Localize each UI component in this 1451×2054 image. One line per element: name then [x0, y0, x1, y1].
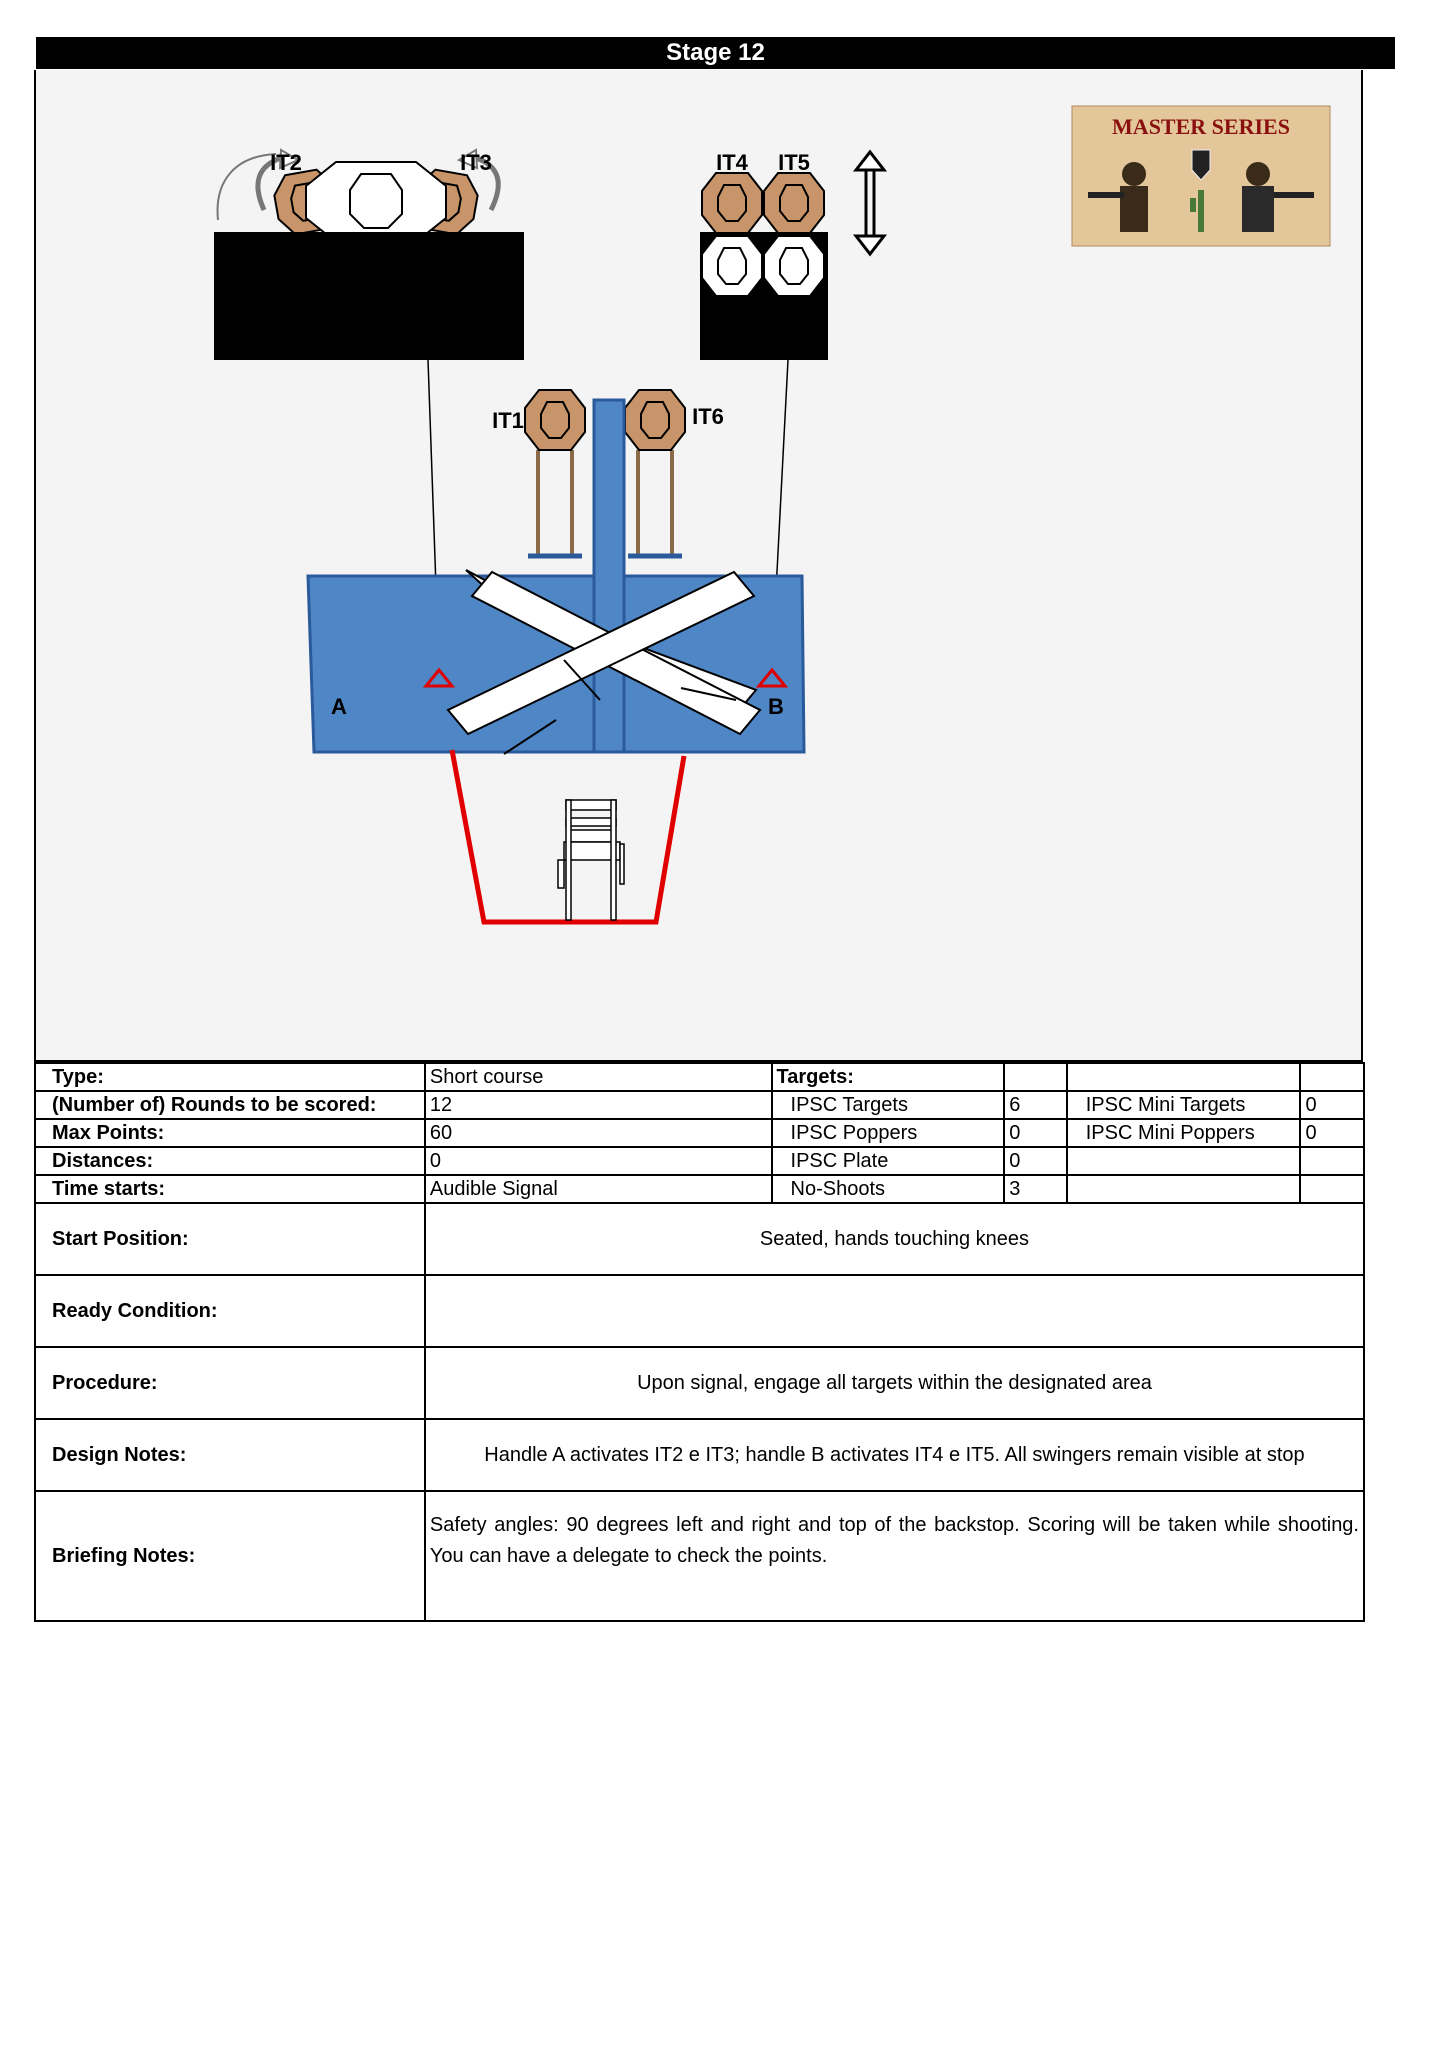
ipsc-mini-poppers-label: IPSC Mini Poppers — [1067, 1119, 1301, 1147]
ipsc-plate-label: IPSC Plate — [772, 1147, 1005, 1175]
type-value: Short course — [425, 1063, 772, 1091]
distances-value: 0 — [425, 1147, 772, 1175]
no-shoots-label: No-Shoots — [772, 1175, 1005, 1203]
rounds-value: 12 — [425, 1091, 772, 1119]
stage-info-table — [34, 1062, 1365, 1622]
up-down-arrow-icon — [856, 152, 884, 254]
ipsc-mini-poppers-value: 0 — [1300, 1119, 1364, 1147]
stage-title: Stage 12 — [666, 39, 765, 66]
label-it2: IT2 — [270, 150, 302, 175]
empty-cell — [1300, 1063, 1364, 1091]
ipsc-mini-targets-label: IPSC Mini Targets — [1067, 1091, 1301, 1119]
chair-icon — [558, 800, 624, 920]
empty-cell — [1067, 1175, 1301, 1203]
empty-cell — [1067, 1147, 1301, 1175]
ipsc-poppers-value: 0 — [1004, 1119, 1066, 1147]
black-wall-left — [214, 232, 524, 360]
ipsc-poppers-label: IPSC Poppers — [772, 1119, 1005, 1147]
stage-title-bar — [36, 37, 1395, 69]
design-notes-label: Design Notes: — [35, 1419, 425, 1491]
start-position-label: Start Position: — [35, 1203, 425, 1275]
ready-condition-value — [425, 1275, 1364, 1347]
type-label: Type: — [35, 1063, 425, 1091]
briefing-notes-value: Safety angles: 90 degrees left and right and top of the backstop. Scoring will be taken while shooting. You can have a delegate to check the points. — [425, 1491, 1364, 1621]
swinger-targets-it2-it3 — [218, 150, 499, 242]
label-it4: IT4 — [716, 150, 748, 175]
procedure-value: Upon signal, engage all targets within the designated area — [425, 1347, 1364, 1419]
ipsc-mini-targets-value: 0 — [1300, 1091, 1364, 1119]
label-it5: IT5 — [778, 150, 810, 175]
label-it1: IT1 — [492, 408, 524, 433]
distances-label: Distances: — [35, 1147, 425, 1175]
logo-text: MASTER SERIES — [1112, 114, 1290, 139]
time-starts-label: Time starts: — [35, 1175, 425, 1203]
no-shoots-value: 3 — [1004, 1175, 1066, 1203]
start-position-value: Seated, hands touching knees — [425, 1203, 1364, 1275]
rounds-label: (Number of) Rounds to be scored: — [35, 1091, 425, 1119]
stage-diagram-svg — [36, 70, 1363, 1060]
time-starts-value: Audible Signal — [425, 1175, 772, 1203]
label-b: B — [768, 694, 784, 719]
label-it6: IT6 — [692, 404, 724, 429]
stage-diagram — [34, 70, 1363, 1062]
ready-condition-label: Ready Condition: — [35, 1275, 425, 1347]
ipsc-targets-value: 6 — [1004, 1091, 1066, 1119]
label-it3: IT3 — [460, 150, 492, 175]
empty-cell — [1300, 1175, 1364, 1203]
max-points-label: Max Points: — [35, 1119, 425, 1147]
target-it6 — [625, 390, 685, 556]
target-it1 — [525, 390, 585, 556]
empty-cell — [1067, 1063, 1301, 1091]
max-points-value: 60 — [425, 1119, 772, 1147]
briefing-notes-label: Briefing Notes: — [35, 1491, 425, 1621]
design-notes-value: Handle A activates IT2 e IT3; handle B activates IT4 e IT5. All swingers remain visible at stop — [425, 1419, 1364, 1491]
ipsc-plate-value: 0 — [1004, 1147, 1066, 1175]
targets-label: Targets: — [772, 1063, 1005, 1091]
empty-cell — [1004, 1063, 1066, 1091]
master-series-logo — [1072, 106, 1330, 246]
procedure-label: Procedure: — [35, 1347, 425, 1419]
ipsc-targets-label: IPSC Targets — [772, 1091, 1005, 1119]
empty-cell — [1300, 1147, 1364, 1175]
label-a: A — [331, 694, 347, 719]
